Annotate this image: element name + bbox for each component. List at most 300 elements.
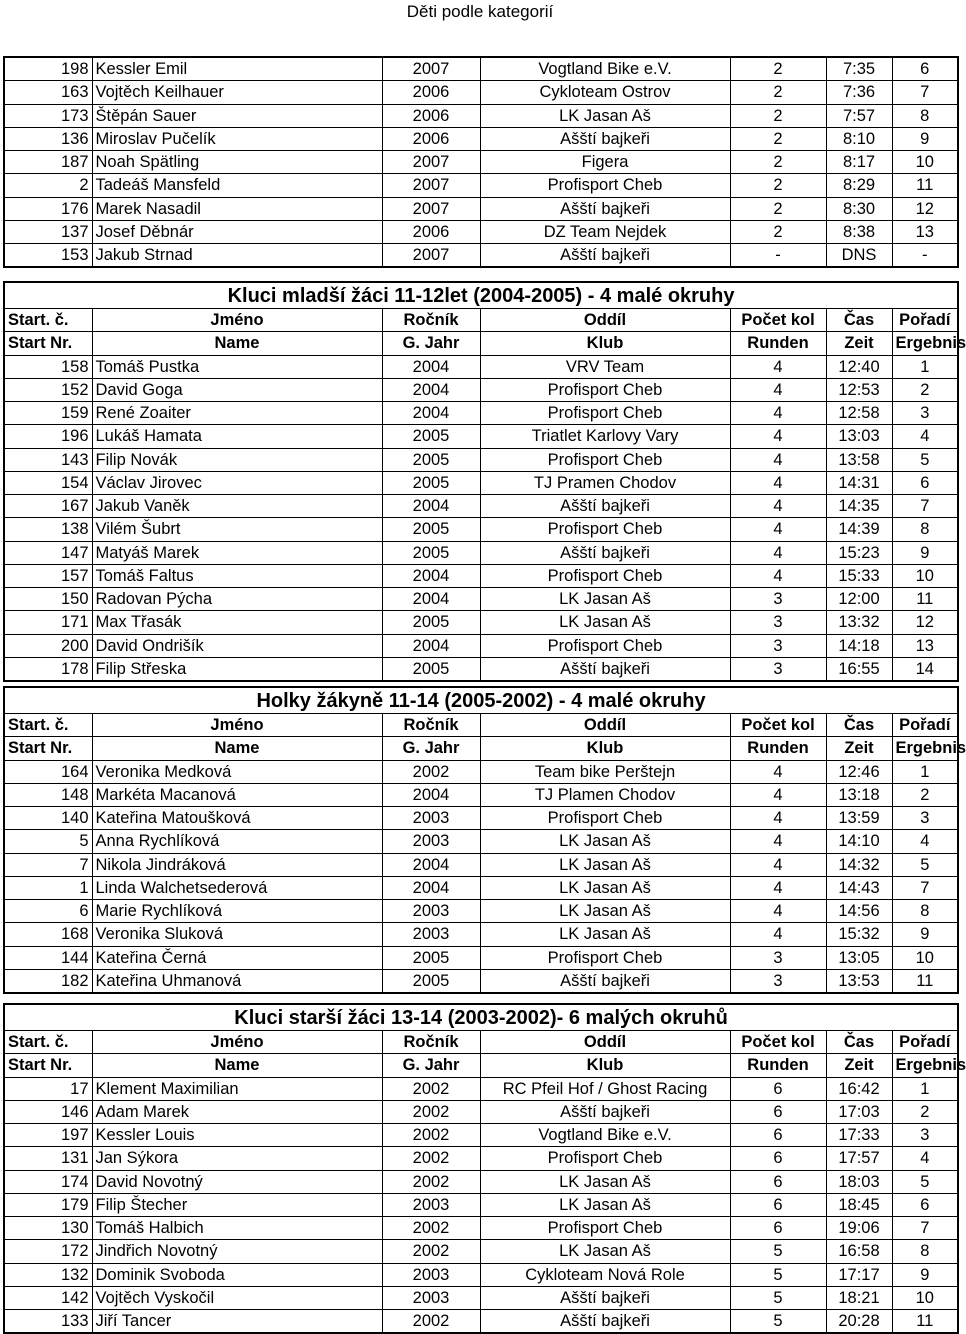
cell-rank: 3 <box>892 402 958 425</box>
cell-birth-year: 2002 <box>382 1147 480 1170</box>
table-row <box>4 1193 958 1216</box>
page-title: Děti podle kategorií <box>406 2 554 21</box>
table-row <box>4 1310 958 1334</box>
cell-rank: 9 <box>892 1263 958 1286</box>
cell-start-number: 142 <box>4 1286 92 1309</box>
column-header-start-number: Start Nr. <box>4 332 92 355</box>
cell-name: Marek Nasadil <box>92 197 382 220</box>
cell-time: 13:05 <box>826 946 892 969</box>
cell-club: Profisport Cheb <box>480 807 730 830</box>
cell-start-number: 171 <box>4 611 92 634</box>
cell-time: 16:58 <box>826 1240 892 1263</box>
cell-club: LK Jasan Aš <box>480 588 730 611</box>
cell-time: 14:32 <box>826 853 892 876</box>
cell-name: Miroslav Pučelík <box>92 127 382 150</box>
cell-club: LK Jasan Aš <box>480 611 730 634</box>
cell-name: Anna Rychlíková <box>92 830 382 853</box>
cell-club: Profisport Cheb <box>480 378 730 401</box>
cell-rank: 12 <box>892 197 958 220</box>
cell-laps: 4 <box>730 355 826 378</box>
cell-rank: 4 <box>892 830 958 853</box>
cell-name: Linda Walchetsederová <box>92 876 382 899</box>
cell-name: Kessler Emil <box>92 57 382 81</box>
cell-laps: 3 <box>730 946 826 969</box>
cell-rank: 6 <box>892 57 958 81</box>
cell-club: TJ Plamen Chodov <box>480 783 730 806</box>
cell-laps: 4 <box>730 900 826 923</box>
column-header-time: Čas <box>826 1031 892 1054</box>
cell-laps: 3 <box>730 588 826 611</box>
cell-birth-year: 2003 <box>382 807 480 830</box>
cell-rank: 3 <box>892 1124 958 1147</box>
table-row <box>4 807 958 830</box>
cell-birth-year: 2006 <box>382 220 480 243</box>
cell-time: 12:00 <box>826 588 892 611</box>
cell-club: Vogtland Bike e.V. <box>480 1124 730 1147</box>
column-header-club: Klub <box>480 737 730 760</box>
cell-birth-year: 2005 <box>382 657 480 681</box>
cell-club: LK Jasan Aš <box>480 900 730 923</box>
table-row <box>4 197 958 220</box>
cell-time: 14:31 <box>826 471 892 494</box>
column-header-rank: Pořadí <box>892 1031 958 1054</box>
cell-time: 13:59 <box>826 807 892 830</box>
column-header-time: Čas <box>826 309 892 332</box>
table-row <box>4 378 958 401</box>
cell-start-number: 164 <box>4 760 92 783</box>
cell-start-number: 187 <box>4 151 92 174</box>
cell-birth-year: 2004 <box>382 564 480 587</box>
column-header-time: Zeit <box>826 737 892 760</box>
cell-club: LK Jasan Aš <box>480 104 730 127</box>
column-header-name: Jméno <box>92 309 382 332</box>
cell-birth-year: 2007 <box>382 174 480 197</box>
cell-club: DZ Team Nejdek <box>480 220 730 243</box>
cell-club: Ašští bajkeři <box>480 1286 730 1309</box>
cell-start-number: 2 <box>4 174 92 197</box>
cell-time: 15:33 <box>826 564 892 587</box>
cell-name: David Novotný <box>92 1170 382 1193</box>
cell-name: Noah Spätling <box>92 151 382 174</box>
cell-birth-year: 2003 <box>382 1286 480 1309</box>
cell-time: 12:53 <box>826 378 892 401</box>
cell-time: 17:17 <box>826 1263 892 1286</box>
cell-club: Ašští bajkeři <box>480 1100 730 1123</box>
column-header-rank: Pořadí <box>892 309 958 332</box>
cell-name: Markéta Macanová <box>92 783 382 806</box>
cell-name: David Goga <box>92 378 382 401</box>
cell-name: Filip Střeska <box>92 657 382 681</box>
cell-start-number: 154 <box>4 471 92 494</box>
cell-club: Profisport Cheb <box>480 1147 730 1170</box>
cell-club: Ašští bajkeři <box>480 1310 730 1334</box>
cell-laps: 2 <box>730 57 826 81</box>
table-row <box>4 1100 958 1123</box>
cell-rank: 11 <box>892 174 958 197</box>
cell-time: 8:30 <box>826 197 892 220</box>
cell-birth-year: 2002 <box>382 1217 480 1240</box>
cell-start-number: 173 <box>4 104 92 127</box>
cell-start-number: 136 <box>4 127 92 150</box>
cell-club: RC Pfeil Hof / Ghost Racing <box>480 1077 730 1100</box>
table-row <box>4 244 958 268</box>
cell-time: 17:03 <box>826 1100 892 1123</box>
cell-time: 17:57 <box>826 1147 892 1170</box>
cell-laps: 4 <box>730 923 826 946</box>
cell-start-number: 7 <box>4 853 92 876</box>
cell-name: Josef Děbnár <box>92 220 382 243</box>
column-header-rank: Pořadí <box>892 714 958 737</box>
cell-laps: 6 <box>730 1124 826 1147</box>
cell-rank: 5 <box>892 1170 958 1193</box>
cell-time: DNS <box>826 244 892 268</box>
cell-start-number: 197 <box>4 1124 92 1147</box>
header-row-czech <box>4 714 958 737</box>
cell-name: Vilém Šubrt <box>92 518 382 541</box>
cell-birth-year: 2006 <box>382 104 480 127</box>
cell-name: Veronika Medková <box>92 760 382 783</box>
table-row <box>4 783 958 806</box>
cell-start-number: 182 <box>4 969 92 993</box>
cell-start-number: 143 <box>4 448 92 471</box>
column-header-birth-year: G. Jahr <box>382 332 480 355</box>
column-header-rank: Ergebnis <box>892 332 958 355</box>
cell-rank: 10 <box>892 946 958 969</box>
column-header-start-number: Start Nr. <box>4 1054 92 1077</box>
column-header-name: Jméno <box>92 714 382 737</box>
header-row-german <box>4 737 958 760</box>
column-header-birth-year: Ročník <box>382 309 480 332</box>
cell-rank: 10 <box>892 151 958 174</box>
cell-start-number: 132 <box>4 1263 92 1286</box>
cell-name: Jakub Vaněk <box>92 495 382 518</box>
cell-birth-year: 2002 <box>382 1077 480 1100</box>
header-row-german <box>4 332 958 355</box>
cell-name: René Zoaiter <box>92 402 382 425</box>
cell-time: 19:06 <box>826 1217 892 1240</box>
cell-rank: 14 <box>892 657 958 681</box>
column-header-laps: Počet kol <box>730 309 826 332</box>
cell-club: Profisport Cheb <box>480 174 730 197</box>
table-row <box>4 541 958 564</box>
cell-name: Jindřich Novotný <box>92 1240 382 1263</box>
cell-name: Kessler Louis <box>92 1124 382 1147</box>
table-row <box>4 853 958 876</box>
cell-birth-year: 2002 <box>382 1310 480 1334</box>
cell-start-number: 168 <box>4 923 92 946</box>
column-header-time: Zeit <box>826 332 892 355</box>
cell-start-number: 146 <box>4 1100 92 1123</box>
table-row <box>4 495 958 518</box>
cell-time: 8:17 <box>826 151 892 174</box>
cell-start-number: 1 <box>4 876 92 899</box>
cell-birth-year: 2005 <box>382 969 480 993</box>
section-title: Holky žákyně 11-14 (2005-2002) - 4 malé okruhy <box>4 687 958 714</box>
cell-birth-year: 2002 <box>382 760 480 783</box>
table-row <box>4 634 958 657</box>
header-row-czech <box>4 1031 958 1054</box>
cell-laps: 2 <box>730 127 826 150</box>
cell-birth-year: 2003 <box>382 830 480 853</box>
cell-laps: 2 <box>730 197 826 220</box>
cell-rank: 2 <box>892 378 958 401</box>
cell-laps: 4 <box>730 564 826 587</box>
cell-name: Kateřina Uhmanová <box>92 969 382 993</box>
cell-start-number: 5 <box>4 830 92 853</box>
column-header-laps: Runden <box>730 737 826 760</box>
column-header-club: Klub <box>480 1054 730 1077</box>
cell-name: Vojtěch Vyskočil <box>92 1286 382 1309</box>
cell-name: Matyáš Marek <box>92 541 382 564</box>
cell-start-number: 172 <box>4 1240 92 1263</box>
cell-birth-year: 2004 <box>382 355 480 378</box>
results-table <box>3 281 966 682</box>
column-header-name: Jméno <box>92 1031 382 1054</box>
cell-start-number: 163 <box>4 81 92 104</box>
cell-rank: 3 <box>892 807 958 830</box>
table-row <box>4 448 958 471</box>
cell-start-number: 174 <box>4 1170 92 1193</box>
cell-laps: 3 <box>730 969 826 993</box>
table-row <box>4 1240 958 1263</box>
cell-name: Kateřina Matoušková <box>92 807 382 830</box>
cell-club: Triatlet Karlovy Vary <box>480 425 730 448</box>
column-header-laps: Počet kol <box>730 714 826 737</box>
cell-club: Profisport Cheb <box>480 1217 730 1240</box>
cell-time: 15:23 <box>826 541 892 564</box>
cell-laps: 4 <box>730 760 826 783</box>
cell-club: VRV Team <box>480 355 730 378</box>
cell-start-number: 138 <box>4 518 92 541</box>
cell-rank: 11 <box>892 1310 958 1334</box>
cell-rank: 9 <box>892 127 958 150</box>
cell-start-number: 6 <box>4 900 92 923</box>
cell-laps: 5 <box>730 1286 826 1309</box>
cell-laps: 6 <box>730 1100 826 1123</box>
cell-time: 8:10 <box>826 127 892 150</box>
cell-rank: 7 <box>892 1217 958 1240</box>
cell-start-number: 178 <box>4 657 92 681</box>
column-header-name: Name <box>92 737 382 760</box>
cell-laps: 2 <box>730 104 826 127</box>
cell-club: Cykloteam Nová Role <box>480 1263 730 1286</box>
cell-name: Lukáš Hamata <box>92 425 382 448</box>
cell-time: 8:38 <box>826 220 892 243</box>
cell-laps: 2 <box>730 174 826 197</box>
results-table <box>3 56 959 268</box>
cell-rank: 9 <box>892 541 958 564</box>
table-row <box>4 1170 958 1193</box>
section-title: Kluci starší žáci 13-14 (2003-2002)- 6 malých okruhů <box>4 1004 958 1031</box>
cell-rank: 11 <box>892 588 958 611</box>
column-header-start-number: Start Nr. <box>4 737 92 760</box>
table-row <box>4 830 958 853</box>
column-header-club: Oddíl <box>480 714 730 737</box>
table-row <box>4 1217 958 1240</box>
table-row <box>4 81 958 104</box>
cell-time: 18:45 <box>826 1193 892 1216</box>
cell-club: LK Jasan Aš <box>480 1170 730 1193</box>
cell-rank: 2 <box>892 783 958 806</box>
header-row-czech <box>4 309 958 332</box>
cell-laps: 3 <box>730 611 826 634</box>
table-row <box>4 564 958 587</box>
cell-club: LK Jasan Aš <box>480 853 730 876</box>
table-row <box>4 876 958 899</box>
section-title-row <box>4 1004 958 1031</box>
cell-birth-year: 2007 <box>382 244 480 268</box>
cell-laps: 4 <box>730 807 826 830</box>
table-row <box>4 611 958 634</box>
cell-start-number: 167 <box>4 495 92 518</box>
cell-name: Kateřina Černá <box>92 946 382 969</box>
cell-laps: 5 <box>730 1263 826 1286</box>
cell-birth-year: 2004 <box>382 378 480 401</box>
cell-time: 16:42 <box>826 1077 892 1100</box>
cell-rank: 6 <box>892 471 958 494</box>
cell-club: Ašští bajkeři <box>480 657 730 681</box>
cell-club: Vogtland Bike e.V. <box>480 57 730 81</box>
cell-rank: 12 <box>892 611 958 634</box>
cell-rank: 5 <box>892 853 958 876</box>
cell-rank: 13 <box>892 634 958 657</box>
cell-laps: 4 <box>730 876 826 899</box>
cell-club: Profisport Cheb <box>480 518 730 541</box>
cell-birth-year: 2006 <box>382 81 480 104</box>
column-header-birth-year: Ročník <box>382 1031 480 1054</box>
column-header-birth-year: G. Jahr <box>382 737 480 760</box>
cell-time: 7:57 <box>826 104 892 127</box>
cell-laps: 5 <box>730 1240 826 1263</box>
cell-time: 13:18 <box>826 783 892 806</box>
table-row <box>4 900 958 923</box>
cell-laps: 6 <box>730 1170 826 1193</box>
cell-name: Tomáš Halbich <box>92 1217 382 1240</box>
cell-name: Tomáš Faltus <box>92 564 382 587</box>
cell-laps: 4 <box>730 518 826 541</box>
cell-laps: 5 <box>730 1310 826 1334</box>
cell-birth-year: 2002 <box>382 1240 480 1263</box>
cell-club: LK Jasan Aš <box>480 1240 730 1263</box>
cell-name: Štěpán Sauer <box>92 104 382 127</box>
cell-laps: 2 <box>730 220 826 243</box>
cell-laps: 4 <box>730 783 826 806</box>
cell-start-number: 198 <box>4 57 92 81</box>
cell-club: TJ Pramen Chodov <box>480 471 730 494</box>
cell-time: 12:58 <box>826 402 892 425</box>
cell-birth-year: 2003 <box>382 923 480 946</box>
table-row <box>4 760 958 783</box>
cell-laps: 4 <box>730 448 826 471</box>
cell-start-number: 147 <box>4 541 92 564</box>
cell-start-number: 196 <box>4 425 92 448</box>
cell-rank: 1 <box>892 760 958 783</box>
cell-name: Veronika Sluková <box>92 923 382 946</box>
cell-start-number: 131 <box>4 1147 92 1170</box>
cell-club: Ašští bajkeři <box>480 244 730 268</box>
table-row <box>4 1147 958 1170</box>
cell-laps: 4 <box>730 425 826 448</box>
table-row <box>4 946 958 969</box>
cell-rank: 8 <box>892 1240 958 1263</box>
cell-start-number: 176 <box>4 197 92 220</box>
table-row <box>4 57 958 81</box>
cell-birth-year: 2006 <box>382 127 480 150</box>
cell-rank: 13 <box>892 220 958 243</box>
cell-time: 20:28 <box>826 1310 892 1334</box>
table-row <box>4 104 958 127</box>
cell-start-number: 153 <box>4 244 92 268</box>
column-header-name: Name <box>92 1054 382 1077</box>
cell-birth-year: 2004 <box>382 853 480 876</box>
cell-time: 14:39 <box>826 518 892 541</box>
cell-birth-year: 2003 <box>382 1263 480 1286</box>
table-row <box>4 923 958 946</box>
table-row <box>4 127 958 150</box>
cell-time: 8:29 <box>826 174 892 197</box>
table-row <box>4 471 958 494</box>
cell-time: 12:40 <box>826 355 892 378</box>
cell-birth-year: 2002 <box>382 1100 480 1123</box>
cell-name: Jakub Strnad <box>92 244 382 268</box>
cell-laps: 3 <box>730 657 826 681</box>
cell-start-number: 158 <box>4 355 92 378</box>
cell-laps: 4 <box>730 830 826 853</box>
cell-start-number: 17 <box>4 1077 92 1100</box>
table-row <box>4 1286 958 1309</box>
cell-time: 14:35 <box>826 495 892 518</box>
cell-name: Dominik Svoboda <box>92 1263 382 1286</box>
cell-rank: 2 <box>892 1100 958 1123</box>
cell-laps: 2 <box>730 151 826 174</box>
cell-birth-year: 2004 <box>382 634 480 657</box>
cell-birth-year: 2003 <box>382 1193 480 1216</box>
cell-laps: 4 <box>730 402 826 425</box>
cell-name: Tadeáš Mansfeld <box>92 174 382 197</box>
cell-birth-year: 2002 <box>382 1170 480 1193</box>
cell-club: Profisport Cheb <box>480 946 730 969</box>
column-header-start-number: Start. č. <box>4 309 92 332</box>
cell-club: Ašští bajkeři <box>480 541 730 564</box>
cell-start-number: 157 <box>4 564 92 587</box>
column-header-time: Zeit <box>826 1054 892 1077</box>
cell-club: Ašští bajkeři <box>480 127 730 150</box>
cell-birth-year: 2004 <box>382 495 480 518</box>
cell-club: Profisport Cheb <box>480 448 730 471</box>
cell-birth-year: 2005 <box>382 946 480 969</box>
cell-name: Klement Maximilian <box>92 1077 382 1100</box>
cell-laps: 6 <box>730 1217 826 1240</box>
cell-time: 13:32 <box>826 611 892 634</box>
cell-name: Vojtěch Keilhauer <box>92 81 382 104</box>
cell-laps: 4 <box>730 541 826 564</box>
column-header-club: Oddíl <box>480 1031 730 1054</box>
cell-name: David Ondrišík <box>92 634 382 657</box>
cell-time: 13:03 <box>826 425 892 448</box>
cell-name: Marie Rychlíková <box>92 900 382 923</box>
cell-time: 13:53 <box>826 969 892 993</box>
cell-laps: 2 <box>730 81 826 104</box>
section-title-row <box>4 282 958 309</box>
cell-rank: 1 <box>892 355 958 378</box>
cell-name: Filip Novák <box>92 448 382 471</box>
cell-start-number: 140 <box>4 807 92 830</box>
cell-start-number: 137 <box>4 220 92 243</box>
column-header-laps: Počet kol <box>730 1031 826 1054</box>
cell-laps: 4 <box>730 378 826 401</box>
cell-club: LK Jasan Aš <box>480 830 730 853</box>
cell-birth-year: 2002 <box>382 1124 480 1147</box>
